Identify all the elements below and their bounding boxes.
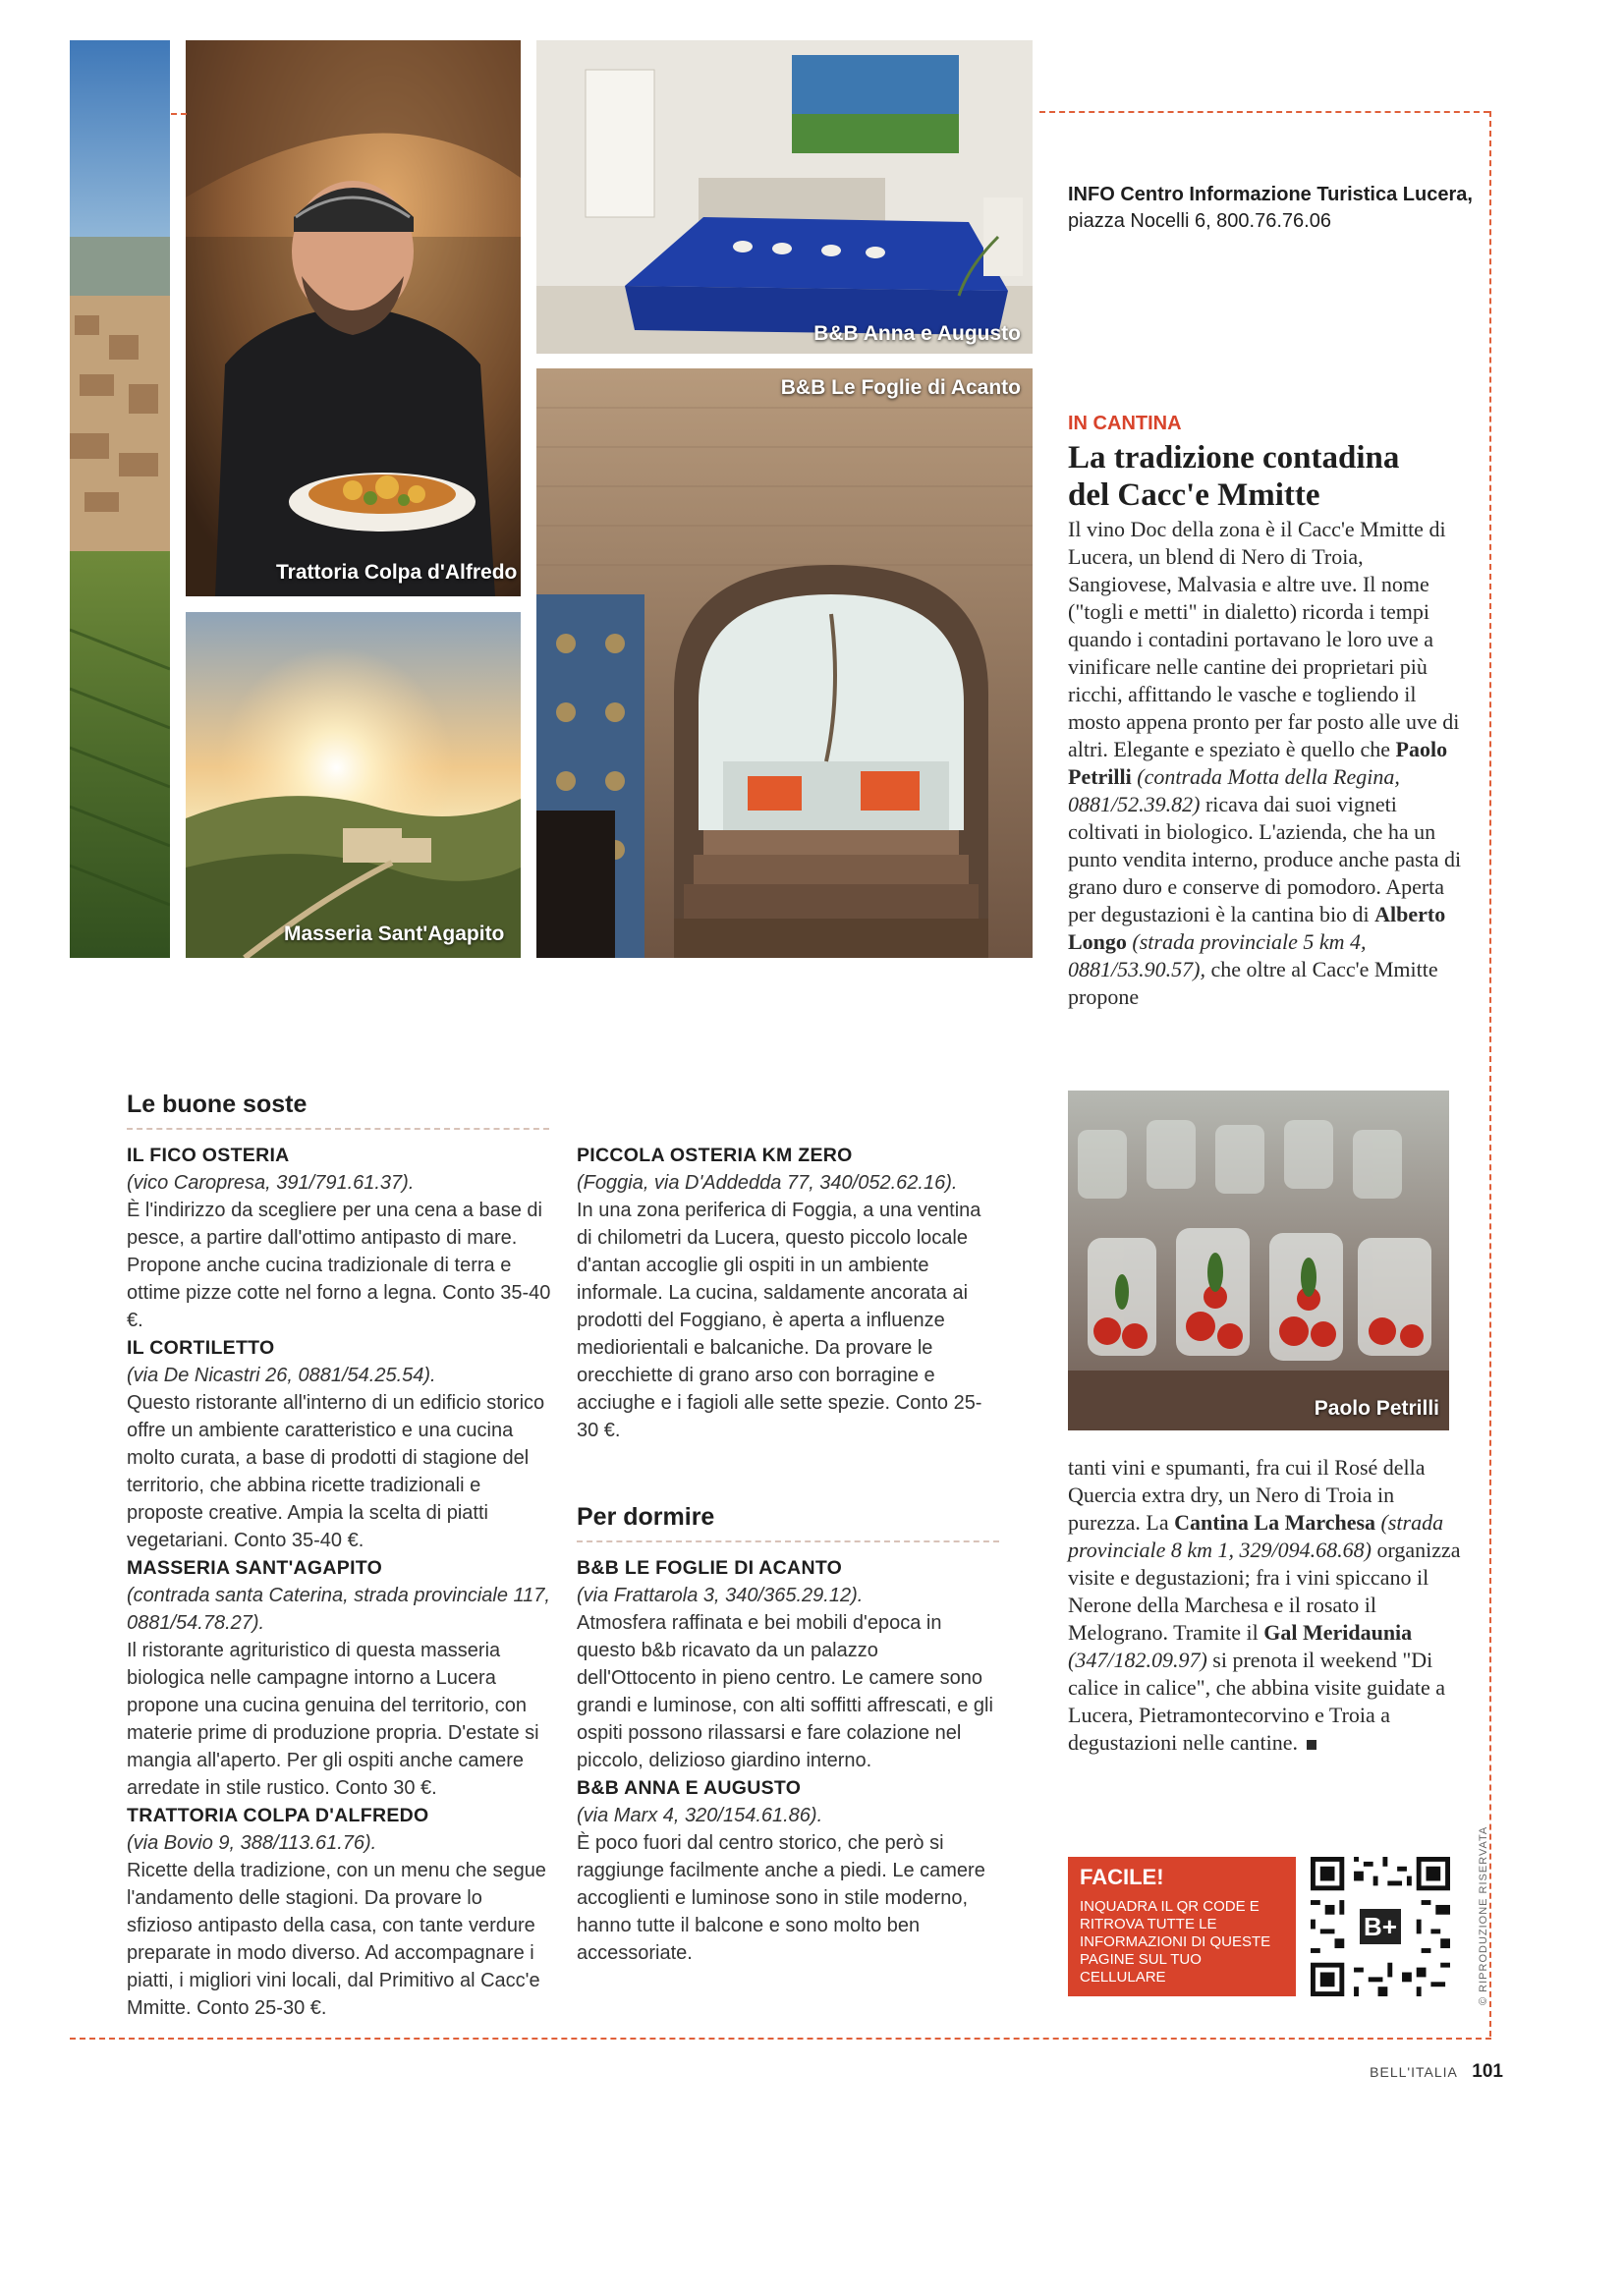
cantina-body-bottom	[1068, 1454, 1463, 1757]
qr-code[interactable]	[1311, 1857, 1450, 1996]
soste-desc: Ricette della tradizione, con un menu che segue l'andamento delle stagioni. Da provare lo sfizioso antipasto della casa, con tante verdure preparate in modo diverso. Ad accompagnare i piatti, i migliori vini locali, dal Primitivo al Cacc'e Mmitte. Conto 25-30 €.	[127, 1860, 546, 2019]
dormire-item	[577, 1774, 1001, 1967]
soste-desc: È l'indirizzo da scegliere per una cena a base di pesce, a partire dall'ottimo antipasto di mare. Propone anche cucina tradizionale di terra e ottime pizze cotte nel forno a legna. Conto 35-40 €.	[127, 1200, 551, 1331]
copyright-notice: © RIPRODUZIONE RISERVATA	[1478, 1825, 1489, 2005]
cantina-p6: si prenota il weekend "Di calice in calice", che abbina visite guidate a Lucera, Pietramontecorvino e Troia a degustazioni nelle cantine.	[1068, 1648, 1446, 1755]
info-title: Centro Informazione Turistica Lucera,	[1120, 184, 1473, 205]
marchesa-address: (strada provinciale 8 km 1, 329/094.68.68)	[1068, 1510, 1444, 1562]
cantina-p2: ricava dai suoi vigneti coltivati in biologico. L'azienda, che ha un punto vendita interno, produce anche pasta di grano duro e conserve di pomodoro. Aperta per degustazioni è la cantina bio di	[1068, 792, 1462, 926]
dormire-desc: È poco fuori dal centro storico, che però si raggiunge facilmente anche a piedi. Le camere accoglienti e luminose sono in stile moderno, hanno tutte il balcone e sono molto ben accessoriate.	[577, 1832, 985, 1964]
foglie-acanto-caption: B&B Le Foglie di Acanto	[780, 376, 1021, 399]
longo-address: (strada provinciale 5 km 4, 0881/53.90.57),	[1068, 929, 1367, 981]
cantina-p5: organizza visite e degustazioni; fra i vini spiccano il Nerone della Marchesa e il rosato il Melograno. Tramite il	[1068, 1538, 1461, 1645]
soste-title: Le buone soste	[127, 1091, 308, 1118]
trattoria-chef-photo	[186, 40, 521, 596]
masseria-image	[186, 612, 521, 958]
arch-interior-image	[536, 368, 1033, 958]
magazine-name: BELL'ITALIA	[1370, 2064, 1458, 2080]
soste-address: (vico Caropresa, 391/791.61.37).	[127, 1172, 415, 1194]
dormire-name: B&B LE FOGLIE DI ACANTO	[577, 1557, 843, 1579]
foglie-acanto-photo	[536, 368, 1033, 958]
trattoria-caption: Trattoria Colpa d'Alfredo	[276, 561, 518, 584]
gal-address: (347/182.09.97)	[1068, 1648, 1207, 1672]
info-address: piazza Nocelli 6, 800.76.76.06	[1068, 210, 1331, 232]
petrilli-photo	[1068, 1091, 1449, 1430]
soste-address: (via De Nicastri 26, 0881/54.25.54).	[127, 1365, 436, 1386]
masseria-caption: Masseria Sant'Agapito	[284, 923, 505, 945]
soste-desc: In una zona periferica di Foggia, a una ventina di chilometri da Lucera, questo piccolo locale d'antan accoglie gli ospiti in un ambiente informale. La cucina, saldamente ancorata ai prodotti del Foggiano, è aperta a influenze mediorientali e balcaniche. Da provare le orecchiette di grano arso con borragine e acciughe e i fagioli alle sette spezie. Conto 25-30 €.	[577, 1200, 982, 1441]
qr-label: B+	[1360, 1909, 1401, 1944]
marchesa-name: Cantina La Marchesa	[1174, 1510, 1376, 1535]
masseria-photo	[186, 612, 521, 958]
cantina-headline-line-2: del Cacc'e Mmitte	[1068, 477, 1320, 513]
soste-column-1	[127, 1142, 551, 2022]
anna-augusto-caption: B&B Anna e Augusto	[813, 322, 1021, 345]
dormire-name: B&B ANNA E AUGUSTO	[577, 1777, 802, 1799]
info-label: INFO	[1068, 184, 1115, 205]
dormire-title-rule	[577, 1540, 999, 1542]
soste-item	[127, 1802, 551, 2022]
gal-name: Gal Meridaunia	[1263, 1620, 1413, 1645]
info-block	[1068, 182, 1481, 235]
facile-box	[1068, 1857, 1296, 1996]
end-mark	[1307, 1740, 1316, 1750]
petrilli-address: (contrada Motta della Regina, 0881/52.39.82)	[1068, 764, 1400, 816]
soste-desc: Questo ristorante all'interno di un edificio storico offre un ambiente caratteristico e una cucina molto curata, a base di prodotti di stagione del territorio, che abbina ricette tradizionali e proposte creative. Ampia la scelta di piatti vegetariani. Conto 35-40 €.	[127, 1392, 545, 1551]
soste-item	[127, 1334, 551, 1554]
right-dashed-rule	[1489, 111, 1491, 2037]
chef-image	[186, 40, 521, 596]
soste-name: IL CORTILETTO	[127, 1337, 275, 1359]
soste-address: (via Bovio 9, 388/113.61.76).	[127, 1832, 377, 1854]
cantina-headline	[1068, 439, 1481, 514]
tomato-jars-image	[1068, 1091, 1449, 1430]
soste-name: PICCOLA OSTERIA KM ZERO	[577, 1145, 853, 1166]
soste-column-2	[577, 1142, 1001, 1444]
page-number: 101	[1472, 2061, 1503, 2082]
cantina-p4: tanti vini e spumanti, fra cui il Rosé della Quercia extra dry, un Nero di Troia in purezza. La	[1068, 1455, 1426, 1535]
top-left-dashed-rule	[171, 113, 187, 115]
dormire-title: Per dormire	[577, 1503, 715, 1531]
soste-address: (contrada santa Caterina, strada provinciale 117, 0881/54.78.27).	[127, 1585, 550, 1634]
petrilli-caption: Paolo Petrilli	[1314, 1397, 1439, 1420]
dormire-address: (via Marx 4, 320/154.61.86).	[577, 1805, 823, 1826]
soste-item	[577, 1142, 1001, 1444]
cantina-body-top	[1068, 516, 1463, 1011]
petrilli-name: Paolo Petrilli	[1068, 737, 1448, 789]
soste-name: TRATTORIA COLPA D'ALFREDO	[127, 1805, 429, 1826]
dormire-desc: Atmosfera raffinata e bei mobili d'epoca in questo b&b ricavato da un palazzo dell'Ottocento in pieno centro. Le camere sono grandi e luminose, con alti soffitti affrescati, e gli ospiti possono rilassarsi e fare colazione nel piccolo, delizioso giardino interno.	[577, 1612, 993, 1771]
bottom-dashed-rule	[70, 2038, 1491, 2040]
soste-title-rule	[127, 1128, 549, 1130]
cantina-p3: che oltre al Cacc'e Mmitte propone	[1068, 957, 1438, 1009]
dormire-address: (via Frattarola 3, 340/365.29.12).	[577, 1585, 864, 1606]
facile-text: INQUADRA IL QR CODE E RITROVA TUTTE LE INFORMAZIONI DI QUESTE PAGINE SUL TUO CELLULARE	[1080, 1898, 1271, 1986]
facile-title: FACILE!	[1080, 1865, 1164, 1889]
cantina-headline-line-1: La tradizione contadina	[1068, 440, 1400, 476]
lucera-panorama-image	[70, 40, 170, 958]
soste-desc: Il ristorante agrituristico di questa masseria biologica nelle campagne intorno a Lucera propone una cucina genuina del territorio, con materie prime di produzione propria. D'estate si mangia all'aperto. Per gli ospiti anche camere arredate in stile rustico. Conto 30 €.	[127, 1640, 539, 1799]
soste-name: MASSERIA SANT'AGAPITO	[127, 1557, 383, 1579]
longo-name: Alberto Longo	[1068, 902, 1446, 954]
dormire-column	[577, 1554, 1001, 1967]
soste-item	[127, 1554, 551, 1802]
bedroom-image	[536, 40, 1033, 354]
cantina-kicker: IN CANTINA	[1068, 413, 1182, 434]
dormire-item	[577, 1554, 1001, 1774]
soste-address: (Foggia, via D'Addedda 77, 340/052.62.16).	[577, 1172, 958, 1194]
anna-augusto-photo	[536, 40, 1033, 354]
soste-item	[127, 1142, 551, 1334]
soste-name: IL FICO OSTERIA	[127, 1145, 290, 1166]
lucera-panorama-photo	[70, 40, 170, 958]
cantina-p1: Il vino Doc della zona è il Cacc'e Mmitte di Lucera, un blend di Nero di Troia, Sangiovese, Malvasia e altre uve. Il nome ("togli e metti" in dialetto) ricorda i tempi quando i contadini portavano le loro uve a vinificare nelle cantine dei proprietari più ricchi, affittando le vasche e togliendo il mosto appena pronto per far posto alle uve di altri. Elegante e speziato è quello che	[1068, 517, 1460, 761]
page-footer	[1366, 2061, 1503, 2083]
top-right-dashed-rule	[1039, 111, 1489, 113]
